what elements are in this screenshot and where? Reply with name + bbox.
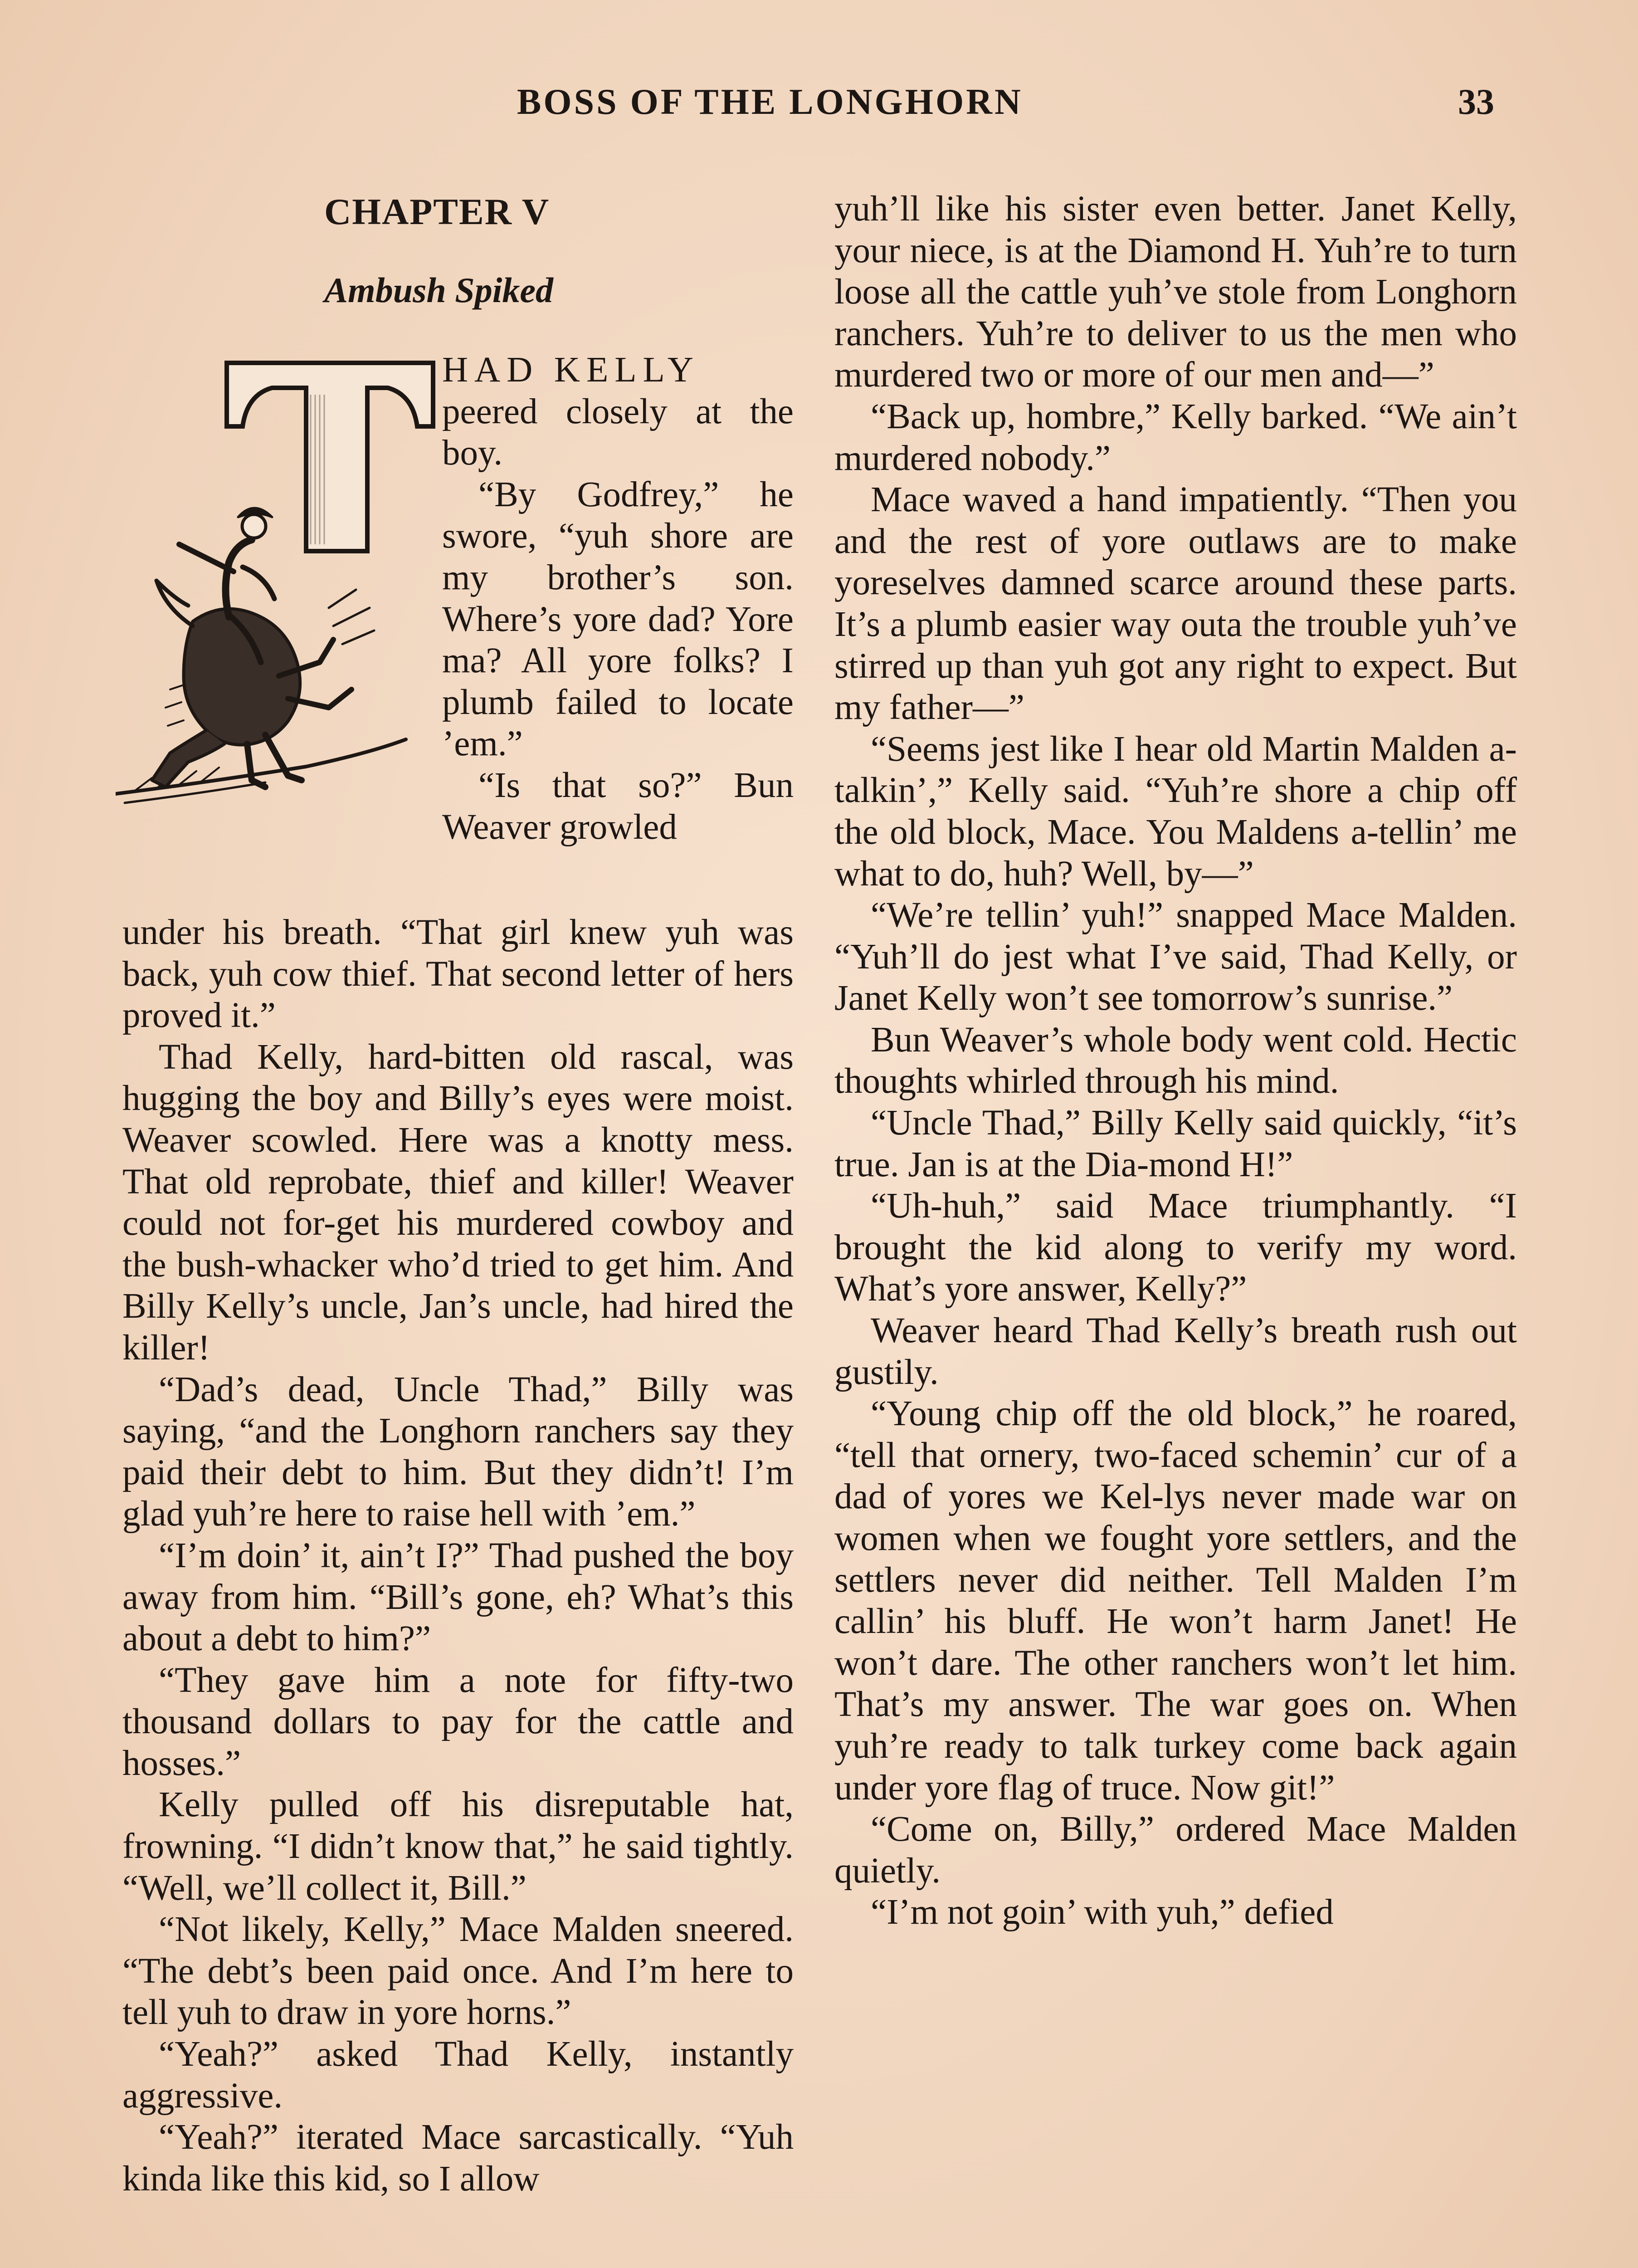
paragraph: “They gave him a note for fifty-two thousand dollars to pay for the cattle and hosses.”	[122, 1660, 794, 1783]
paragraph: “Seems jest like I hear old Martin Malden a-talkin’,” Kelly said. “Yuh’re shore a chip off the old block, Mace. You Maldens a-tellin’ me what to do, huh? Well, by—”	[834, 729, 1517, 894]
paragraph: “We’re tellin’ yuh!” snapped Mace Malden. “Yuh’ll do jest what I’ve said, Thad Kelly, or Janet Kelly won’t see tomorrow’s sunrise.”	[834, 895, 1517, 1018]
paragraph: “Uh-huh,” said Mace triumphantly. “I brought the kid along to verify my word. What’s yore answer, Kelly?”	[834, 1186, 1517, 1309]
paragraph: “Uncle Thad,” Billy Kelly said quickly, “it’s true. Jan is at the Dia-mond H!”	[834, 1103, 1517, 1184]
opening-words: HAD KELLY	[442, 350, 700, 390]
right-column	[834, 188, 1517, 1933]
paragraph: “Come on, Billy,” ordered Mace Malden quietly.	[834, 1809, 1517, 1891]
paragraph: yuh’ll like his sister even better. Janet Kelly, your niece, is at the Diamond H. Yuh’re to turn loose all the cattle yuh’ve stole from Longhorn ranchers. Yuh’re to deliver to us the men who murdered two or more of our men and—”	[834, 189, 1517, 395]
paragraph: “By Godfrey,” he swore, “yuh shore are my brother’s son. Where’s yore dad? Yore ma? All yore folks? I plumb failed to locate ’em.”	[442, 474, 794, 764]
paragraph: peered closely at the boy.	[442, 391, 794, 473]
drop-cap-illustration	[116, 345, 442, 826]
running-title: BOSS OF THE LONGHORN	[517, 82, 1023, 122]
intro-text-block	[442, 349, 794, 848]
left-column	[122, 912, 794, 2200]
chapter-title: CHAPTER V	[324, 191, 550, 232]
paragraph: “Not likely, Kelly,” Mace Malden sneered. “The debt’s been paid once. And I’m here to tell yuh to draw in yore horns.”	[122, 1910, 794, 2033]
paragraph: under his breath. “That girl knew yuh was back, yuh cow thief. That second letter of hers proved it.”	[122, 913, 794, 1036]
paragraph: Thad Kelly, hard-bitten old rascal, was hugging the boy and Billy’s eyes were moist. Weaver scowled. Here was a knotty mess. That old reprobate, thief and killer! Weaver could not for-get his murdered cowboy and the bush-whacker who’d tried to get him. And Billy Kelly’s uncle, Jan’s uncle, had hired the killer!	[122, 1037, 794, 1368]
chapter-subtitle: Ambush Spiked	[324, 270, 553, 310]
paragraph: “Yeah?” iterated Mace sarcastically. “Yuh kinda like this kid, so I allow	[122, 2117, 794, 2199]
paragraph: Bun Weaver’s whole body went cold. Hectic thoughts whirled through his mind.	[834, 1020, 1517, 1101]
paragraph: “Is that so?” Bun Weaver growled	[442, 765, 794, 847]
paragraph: “Dad’s dead, Uncle Thad,” Billy was saying, “and the Longhorn ranchers say they paid their debt to him. But they didn’t! I’m glad yuh’re here to raise hell with ’em.”	[122, 1369, 794, 1534]
paragraph: Mace waved a hand impatiently. “Then you and the rest of yore outlaws are to make yoreselves damned scarce around these parts. It’s a plumb easier way outa the trouble yuh’ve stirred up than yuh got any right to expect. But my father—”	[834, 480, 1517, 728]
paragraph: “Yeah?” asked Thad Kelly, instantly aggressive.	[122, 2034, 794, 2116]
paragraph: Kelly pulled off his disreputable hat, frowning. “I didn’t know that,” he said tightly. “Well, we’ll collect it, Bill.”	[122, 1785, 794, 1908]
paragraph: Weaver heard Thad Kelly’s breath rush out gustily.	[834, 1311, 1517, 1392]
paragraph: “I’m doin’ it, ain’t I?” Thad pushed the boy away from him. “Bill’s gone, eh? What’s this about a debt to him?”	[122, 1535, 794, 1659]
paragraph: “Young chip off the old block,” he roared, “tell that ornery, two-faced schemin’ cur of a dad of yores we Kel-lys never made war on women when we fought yore settlers, and the settlers never did neither. Tell Malden I’m callin’ his bluff. He won’t harm Janet! He won’t dare. The other ranchers won’t let him. That’s my answer. The war goes on. When yuh’re ready to talk turkey come back again under yore flag of truce. Now git!”	[834, 1394, 1517, 1808]
page-number: 33	[1458, 82, 1494, 122]
paragraph: “Back up, hombre,” Kelly barked. “We ain’t murdered nobody.”	[834, 396, 1517, 478]
paragraph: “I’m not goin’ with yuh,” defied	[871, 1892, 1334, 1932]
